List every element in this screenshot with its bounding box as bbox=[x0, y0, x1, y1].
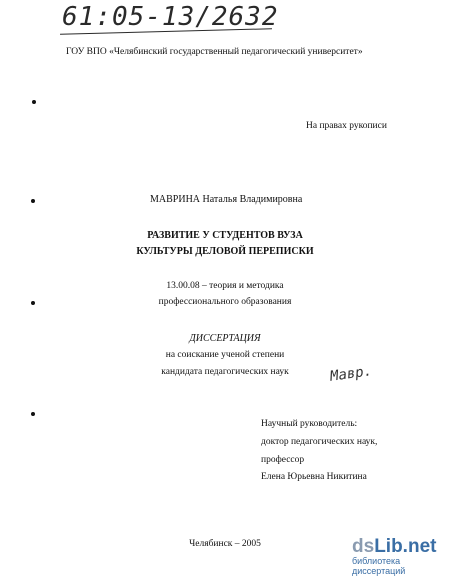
margin-dot bbox=[31, 412, 35, 416]
document-type: ДИССЕРТАЦИЯ bbox=[189, 333, 261, 344]
city-year: Челябинск – 2005 bbox=[189, 539, 261, 549]
specialty-line-1: 13.00.08 – теория и методика bbox=[166, 281, 284, 291]
supervisor-degree: доктор педагогических наук, bbox=[261, 437, 378, 447]
handwritten-archive-code: 61:05-13/2632 bbox=[62, 2, 279, 32]
supervisor-label: Научный руководитель: bbox=[261, 419, 358, 429]
supervisor-title: профессор bbox=[261, 455, 305, 465]
dslib-logo bbox=[352, 536, 450, 558]
title-line-2: КУЛЬТУРЫ ДЕЛОВОЙ ПЕРЕПИСКИ bbox=[136, 246, 314, 257]
dslib-caption: библиотека диссертаций bbox=[352, 556, 406, 576]
rights-note: На правах рукописи bbox=[306, 121, 387, 131]
logo-prefix: ds bbox=[352, 536, 375, 557]
dslib-watermark bbox=[352, 536, 450, 576]
logo-main: Lib.net bbox=[374, 536, 437, 557]
author-name: МАВРИНА Наталья Владимировна bbox=[150, 194, 303, 205]
degree-line-2: кандидата педагогических наук bbox=[161, 367, 289, 377]
margin-dot bbox=[31, 199, 35, 203]
degree-line-1: на соискание ученой степени bbox=[165, 350, 285, 360]
supervisor-name: Елена Юрьевна Никитина bbox=[261, 472, 367, 482]
margin-dot bbox=[32, 100, 36, 104]
title-line-1: РАЗВИТИЕ У СТУДЕНТОВ ВУЗА bbox=[147, 230, 303, 241]
institution-name: ГОУ ВПО «Челябинский государственный педагогический университет» bbox=[66, 47, 363, 57]
specialty-line-2: профессионального образования bbox=[158, 297, 292, 307]
handwritten-signature-mark: Мавр. bbox=[329, 363, 374, 385]
